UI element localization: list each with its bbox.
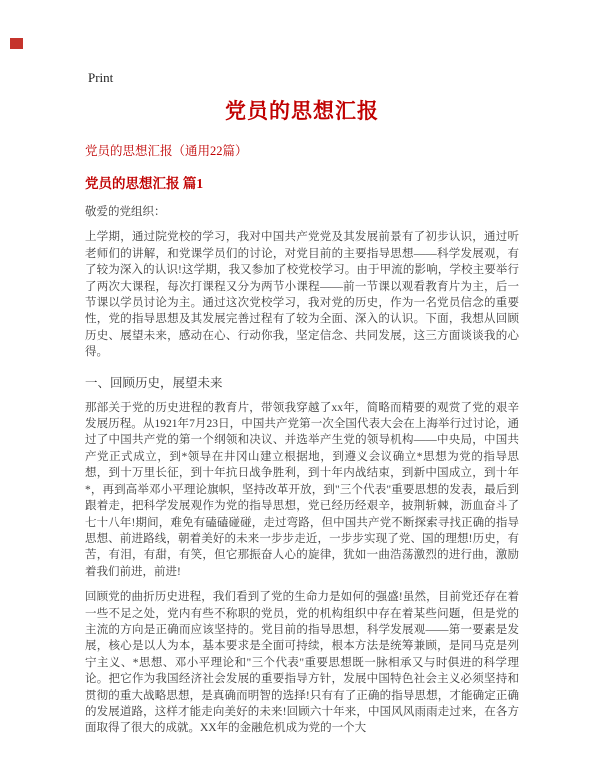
subheading-review-history: 一、回顾历史，展望未来 [85,375,223,390]
red-square-marker-icon [10,38,23,49]
document-content [85,0,519,737]
print-link[interactable]: Print [88,70,114,85]
paragraph-history: 那部关于党的历史进程的教育片，带领我穿越了xx年，简略而精要的观赏了党的艰辛发展历程。从1921年7月23日，中国共产党第一次全国代表大会在上海举行过讨论，通过了中国共产党的第一个纲领和决议、并选举产生党的领导机构——中央局，中国共产党正式成立，到*领导在井冈山建立根据地，到遵义会议确立*思想为党的指导思想，到十万里长征，到十年抗日战争胜利，到十年内战结束，到新中国成立，到十年*，再到高举邓小平理论旗帜，坚持改革开放，到"三个代表"重要思想的发表，最后到跟着走，把科学发展观作为党的指导思想，党已经历经艰辛，披荆斩棘，沥血奋斗了七十八年!期间，难免有磕磕碰碰，走过弯路，但中国共产党不断探索寻找正确的指导思想、前进路线，朝着美好的未来一步步走近，一步步实现了党、国的理想!历史，有苦，有泪，有甜，有笑，但它那振奋人心的旋律，犹如一曲浩荡激烈的进行曲，激励着我们前进，前进! [85,401,519,578]
document-title: 党员的思想汇报 [225,99,379,123]
paragraph-intro: 上学期，通过院党校的学习，我对中国共产党党及其发展前景有了初步认识，通过听老师们的讲解，和党课学员们的讨论，对党目前的主要指导思想——科学发展观，有了较为深入的认识!这学期，我又参加了校党校学习。由于甲流的影响，学校主要举行了两次大课程，每次打课程又分为两节小课程——前一节课以观看教育片为主，后一节课以学员讨论为主。通过这次党校学习，我对党的历史，作为一名党员信念的重要性，党的指导思想及其发展完善过程有了较为全面、深入的认识。下面，我想从回顾历史、展望未来，感动在心、行动你我，坚定信念、共同发展，这三方面谈谈我的心得。 [85,231,519,359]
document-subtitle: 党员的思想汇报（通用22篇） [85,144,248,158]
paragraph-review: 回顾党的曲折历史进程，我们看到了党的生命力是如何的强盛!虽然，目前党还存在着一些不足之处，党内有些不称职的党员，党的机构组织中存在着某些问题，但是党的主流的方向是正确而应该坚持的。党目前的指导思想，科学发展观——第一要素是发展，核心是以人为本，基本要求是全面可持续，根本方法是统筹兼顾，是同马克是列宁主义、*思想、邓小平理论和"三个代表"重要思想既一脉相承又与时俱进的科学理论。把它作为我国经济社会发展的重要指导方针，发展中国特色社会主义必须坚持和贯彻的重大战略思想，是真确而明智的选择!只有有了正确的指导思想，才能确定正确的发展道路，这样才能走向美好的未来!回顾六十年来，中国风风雨雨走过来，在各方面取得了很大的成就。XX年的金融危机成为党的一个大 [85,591,519,735]
salutation: 敬爱的党组织： [85,206,166,218]
section-heading-part1: 党员的思想汇报 篇1 [85,176,204,191]
